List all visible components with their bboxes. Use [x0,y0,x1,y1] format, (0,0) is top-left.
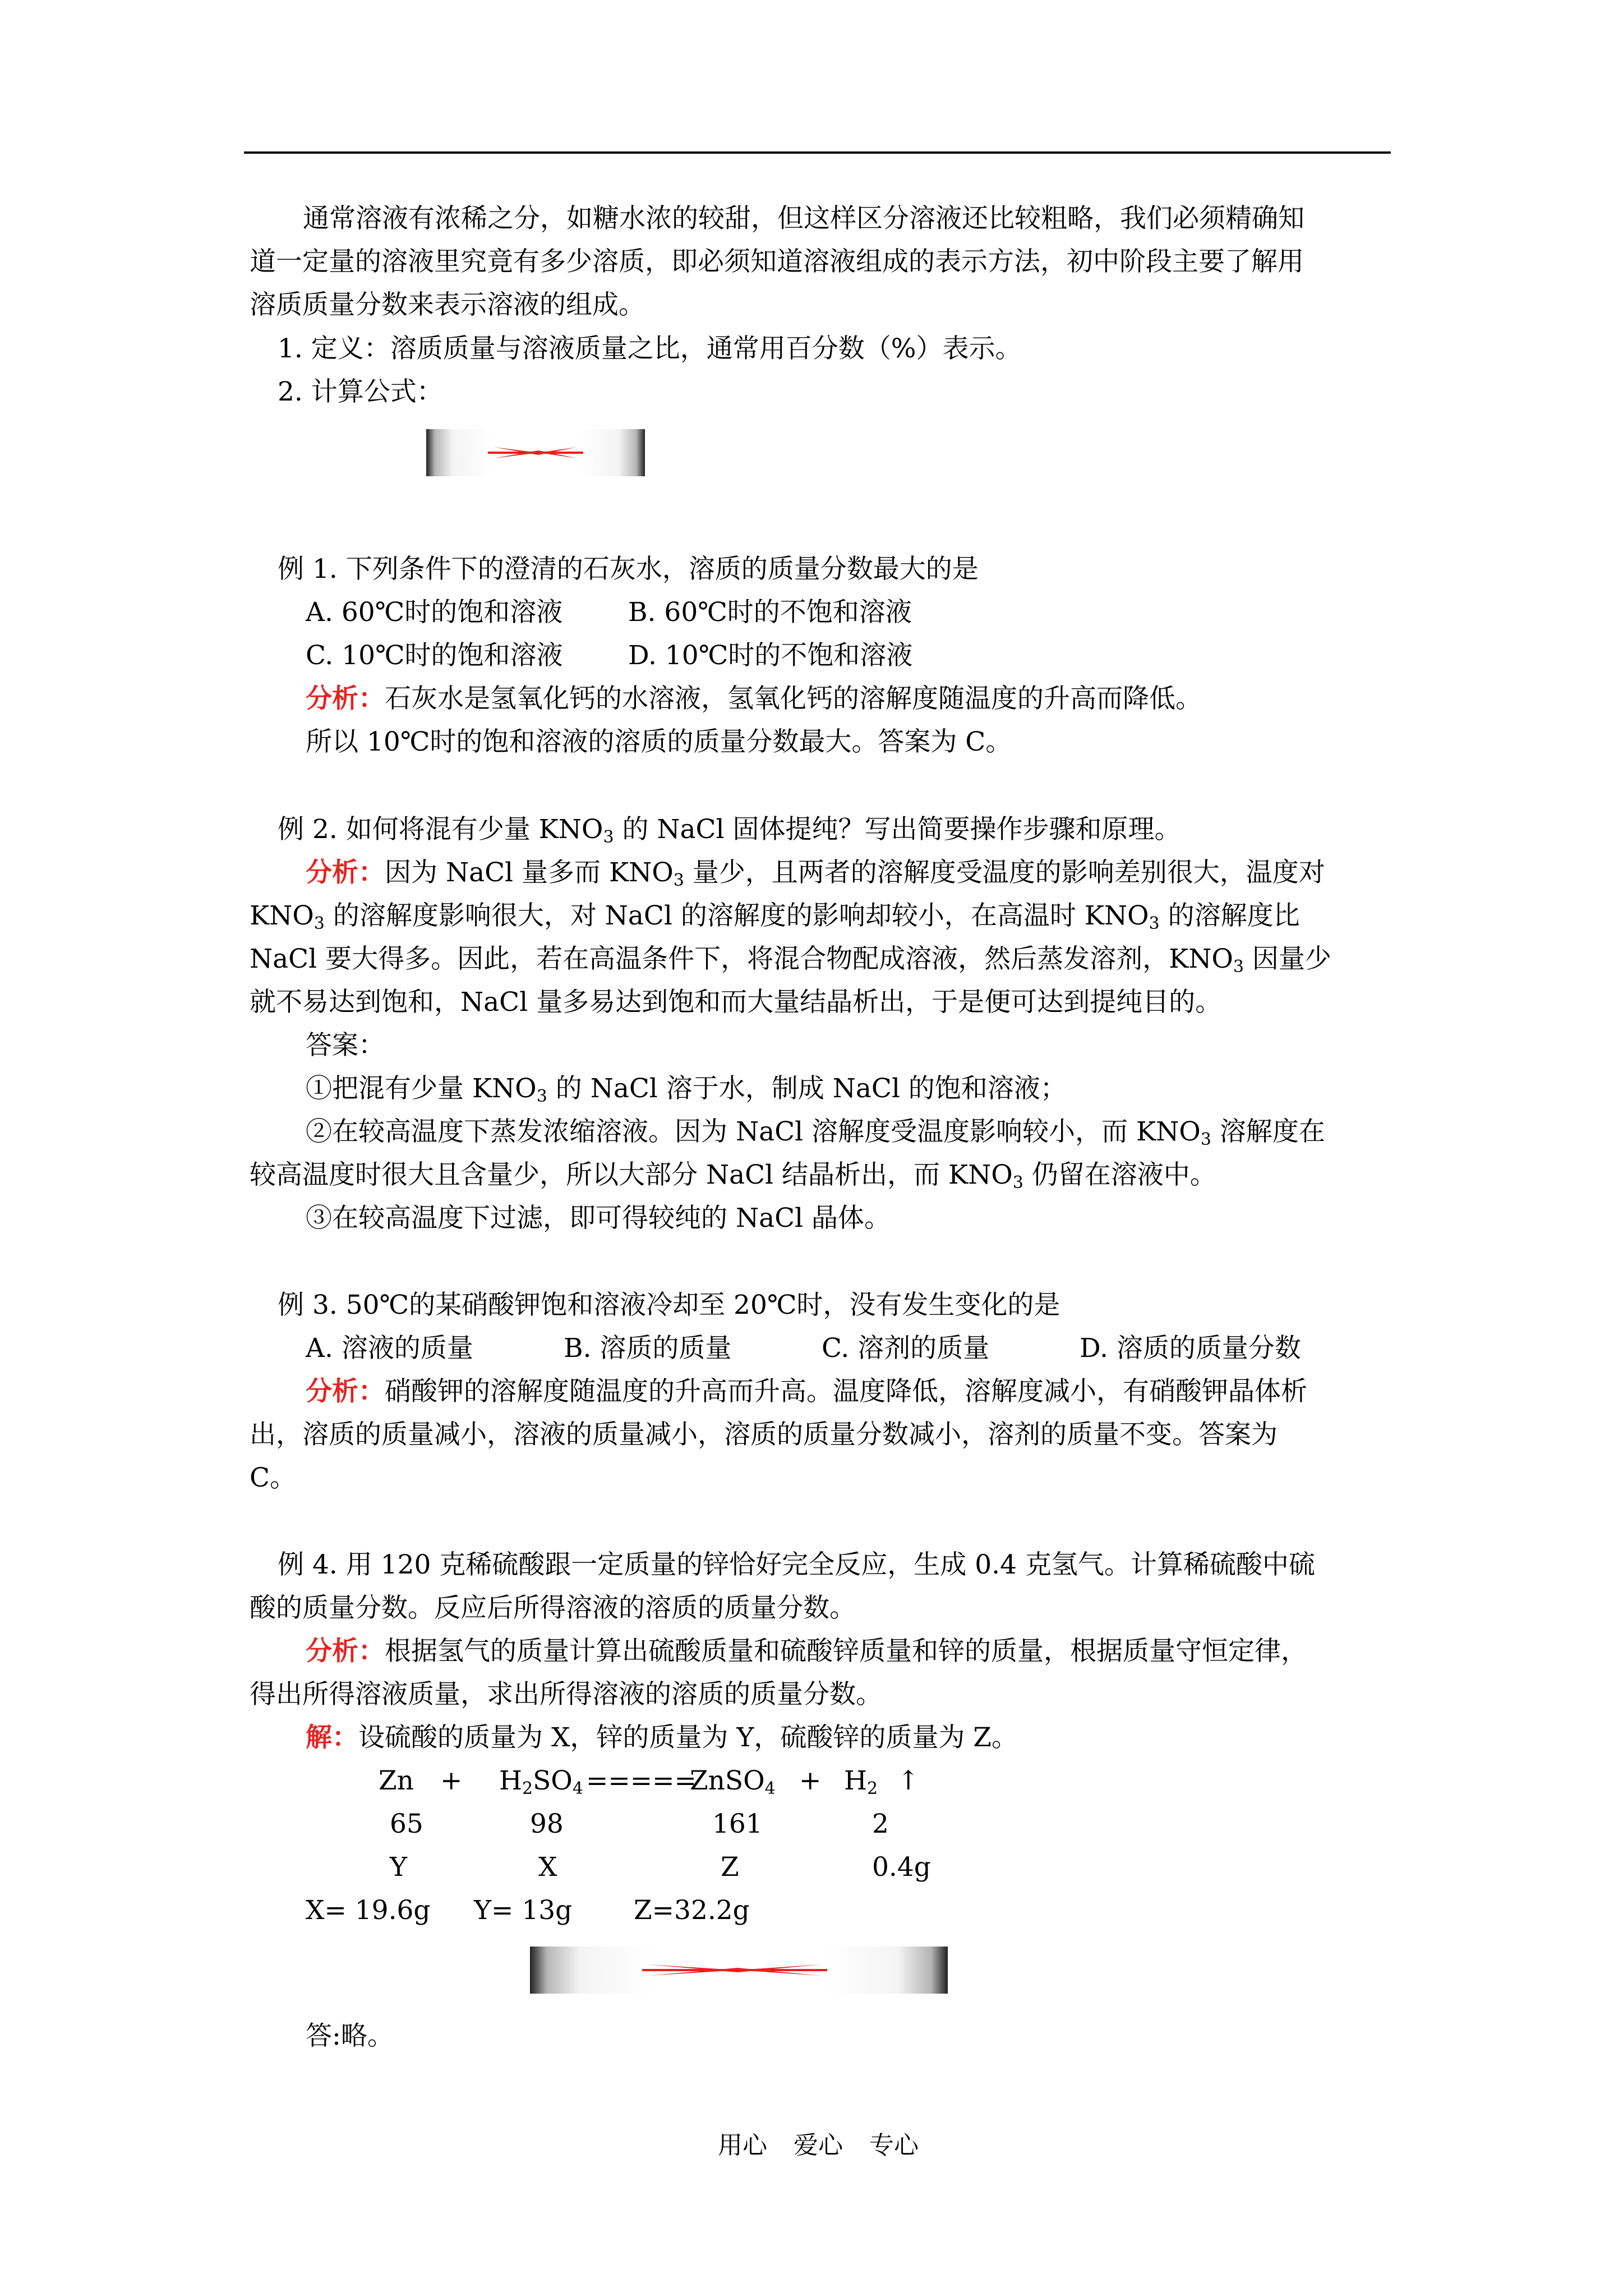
result-x: X= 19.6g [306,1895,431,1926]
ex4-solution [306,1721,1018,1755]
intro-line-3: 溶质质量分数来表示溶液的组成。 [250,289,645,320]
ex3-analysis-line-1 [306,1375,1307,1409]
ex1-option-a: A. 60℃时的饱和溶液 [306,597,563,628]
text-run: NaCl 要大得多。因此，若在高温条件下，将混合物配成溶液，然后蒸发溶剂，KNO [250,944,1233,974]
text-run: 因为 NaCl 量多而 KNO [385,857,674,888]
ex4-analysis-line-1 [306,1635,1307,1668]
subscript: 3 [603,827,614,847]
ex1-option-d: D. 10℃时的不饱和溶液 [628,640,913,671]
ex2-analysis-line-1 [306,856,1325,890]
ex2-step-1 [306,1072,1067,1106]
text-run: 根据氢气的质量计算出硫酸质量和硫酸锌质量和锌的质量，根据质量守恒定律， [385,1636,1307,1667]
eq-plus-2: + [799,1765,822,1796]
ex4-question-line-1: 例 4. 用 120 克稀硫酸跟一定质量的锌恰好完全反应，生成 0.4 克氢气。计算稀硫酸中硫 [278,1549,1315,1580]
subscript: 2 [522,1779,533,1798]
analysis-label: 分析： [306,1376,385,1407]
footer-word-2: 爱心 [794,2131,843,2160]
text-run: 例 2. 如何将混有少量 KNO [278,814,603,845]
ex4-question-line-2: 酸的质量分数。反应后所得溶液的溶质的质量分数。 [250,1593,856,1623]
solution-image-placeholder [530,1947,948,1994]
ex4-answer: 答:略。 [306,2021,394,2051]
eq-h2 [844,1764,878,1798]
intro-line-1: 通常溶液有浓稀之分，如糖水浓的较甜，但这样区分溶液还比较粗略，我们必须精确知 [303,203,1304,234]
text-run: H [844,1765,867,1796]
ex2-analysis-line-2 [250,899,1300,933]
formula-image-placeholder [426,429,645,476]
ex4-analysis-line-2: 得出所得溶液质量，求出所得溶液的溶质的质量分数。 [250,1679,882,1710]
broken-image-icon [530,1947,948,1994]
analysis-label: 分析： [306,683,385,714]
footer-word-3: 专心 [869,2131,919,2160]
ex3-option-d: D. 溶质的质量分数 [1080,1333,1301,1364]
subscript: 3 [536,1087,547,1106]
solution-label: 解： [306,1722,358,1753]
text-run: 较高温度时很大且含量少，所以大部分 NaCl 结晶析出，而 KNO [250,1159,1013,1190]
eq-h2so4 [499,1764,583,1798]
result-z: Z=32.2g [634,1895,750,1926]
ex2-question [278,813,1181,846]
ex1-conclusion: 所以 10℃时的饱和溶液的溶质的质量分数最大。答案为 C。 [306,726,1012,757]
eq-hydrogen-mass: 0.4g [872,1852,931,1883]
text-run: 因量少 [1243,944,1331,974]
eq-mass-znso4: 161 [712,1809,763,1839]
text-run: 的溶解度比 [1159,900,1300,931]
text-run: ②在较高温度下蒸发浓缩溶液。因为 NaCl 溶解度受温度影响较小，而 KNO [306,1116,1201,1147]
analysis-label: 分析： [306,1636,385,1667]
eq-equals: ===== [586,1765,697,1796]
analysis-text: 石灰水是氢氧化钙的水溶液，氢氧化钙的溶解度随温度的升高而降低。 [385,683,1202,714]
subscript: 3 [1012,1173,1023,1193]
subscript: 3 [1200,1130,1211,1149]
ex1-analysis [306,682,1202,716]
footer-word-1: 用心 [718,2131,767,2160]
ex3-analysis-line-3: C。 [250,1462,296,1493]
text-run: 量少，且两者的溶解度受温度的影响差别很大，温度对 [684,857,1325,888]
text-run: KNO [250,900,314,931]
text-run: 的 NaCl 溶于水，制成 NaCl 的饱和溶液； [547,1073,1067,1104]
subscript: 4 [572,1779,583,1798]
ex2-answer-label: 答案： [306,1030,385,1061]
eq-gas-arrow: ↑ [897,1765,920,1796]
ex3-option-c: C. 溶剂的质量 [822,1333,990,1364]
text-run: H [499,1765,522,1796]
ex2-analysis-line-3 [250,942,1331,976]
ex3-analysis-line-2: 出，溶质的质量减小，溶液的质量减小，溶质的质量分数减小，溶剂的质量不变。答案为 [250,1419,1278,1450]
ex1-question: 例 1. 下列条件下的澄清的石灰水，溶质的质量分数最大的是 [278,554,979,585]
subscript: 2 [867,1779,878,1798]
text-run: ①把混有少量 KNO [306,1073,537,1104]
ex1-option-c: C. 10℃时的饱和溶液 [306,640,563,671]
ex2-analysis-line-4: 就不易达到饱和，NaCl 量多易达到饱和而大量结晶析出，于是便可达到提纯目的。 [250,987,1222,1018]
formula-label: 2. 计算公式： [278,376,443,407]
eq-mass-h2: 2 [872,1809,889,1839]
analysis-label: 分析： [306,857,385,888]
ex2-step-3: ③在较高温度下过滤，即可得较纯的 NaCl 晶体。 [306,1203,891,1234]
text-run: 设硫酸的质量为 X，锌的质量为 Y，硫酸锌的质量为 Z。 [358,1722,1018,1753]
text-run: ZnSO [690,1765,765,1796]
eq-znso4 [690,1764,776,1798]
subscript: 3 [1233,957,1244,977]
text-run: 硝酸钾的溶解度随温度的升高而升高。温度降低，溶解度减小，有硝酸钾晶体析 [385,1376,1307,1407]
eq-zn: Zn [379,1765,414,1796]
text-run: 的 NaCl 固体提纯？写出简要操作步骤和原理。 [614,814,1181,845]
text-run: 溶解度在 [1211,1116,1325,1147]
result-y: Y= 13g [474,1895,573,1926]
eq-unknown-x: X [538,1852,557,1883]
ex2-step-2-cont [250,1158,1216,1192]
subscript: 4 [764,1779,776,1798]
ex1-option-b: B. 60℃时的不饱和溶液 [628,597,912,628]
definition-line: 1. 定义：溶质质量与溶液质量之比，通常用百分数（%）表示。 [278,333,1022,364]
ex3-question: 例 3. 50℃的某硝酸钾饱和溶液冷却至 20℃时，没有发生变化的是 [278,1290,1061,1320]
broken-image-icon [426,429,645,476]
subscript: 3 [673,871,684,890]
text-run: 的溶解度影响很大，对 NaCl 的溶解度的影响却较小，在高温时 KNO [324,900,1149,931]
eq-mass-h2so4: 98 [530,1809,564,1839]
intro-line-2: 道一定量的溶液里究竟有多少溶质，即必须知道溶液组成的表示方法，初中阶段主要了解用 [250,246,1304,277]
eq-plus-1: + [440,1765,463,1796]
ex3-option-a: A. 溶液的质量 [306,1333,473,1364]
subscript: 3 [1149,914,1160,933]
text-run: 仍留在溶液中。 [1023,1159,1216,1190]
ex2-step-2 [306,1115,1325,1149]
eq-unknown-y: Y [390,1852,408,1883]
header-rule [244,151,1391,154]
eq-mass-zn: 65 [390,1809,423,1839]
text-run: SO [533,1765,573,1796]
ex3-option-b: B. 溶质的质量 [564,1333,732,1364]
subscript: 3 [313,914,325,933]
eq-unknown-z: Z [721,1852,739,1883]
